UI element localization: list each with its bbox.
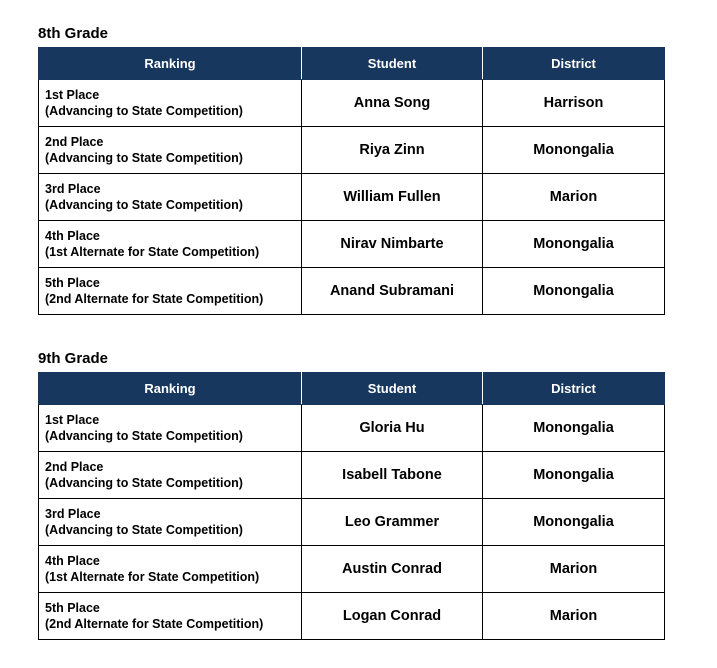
ranking-cell bbox=[39, 452, 302, 499]
header-row bbox=[39, 48, 665, 80]
place-note: (Advancing to State Competition) bbox=[45, 429, 243, 443]
table-row bbox=[39, 405, 665, 452]
place-label: 5th Place bbox=[45, 276, 100, 290]
student-cell: Anna Song bbox=[302, 80, 483, 127]
results-table bbox=[38, 47, 665, 315]
place-label: 1st Place bbox=[45, 413, 100, 427]
district-cell: Marion bbox=[483, 546, 665, 593]
ranking-cell bbox=[39, 221, 302, 268]
district-cell: Monongalia bbox=[483, 221, 665, 268]
table-row bbox=[39, 127, 665, 174]
student-cell: Isabell Tabone bbox=[302, 452, 483, 499]
table-row bbox=[39, 499, 665, 546]
table-row bbox=[39, 452, 665, 499]
student-cell: Gloria Hu bbox=[302, 405, 483, 452]
ranking-cell bbox=[39, 80, 302, 127]
student-cell: Logan Conrad bbox=[302, 593, 483, 640]
grade-section-8th bbox=[38, 25, 664, 315]
place-label: 2nd Place bbox=[45, 460, 104, 474]
place-label: 1st Place bbox=[45, 88, 100, 102]
ranking-cell bbox=[39, 499, 302, 546]
ranking-cell bbox=[39, 405, 302, 452]
ranking-cell bbox=[39, 268, 302, 315]
header-ranking: Ranking bbox=[39, 373, 302, 405]
section-title: 8th Grade bbox=[38, 25, 109, 42]
table-row bbox=[39, 80, 665, 127]
place-note: (Advancing to State Competition) bbox=[45, 523, 243, 537]
header-student: Student bbox=[302, 373, 483, 405]
results-table bbox=[38, 372, 665, 640]
header-district: District bbox=[483, 373, 665, 405]
district-cell: Monongalia bbox=[483, 268, 665, 315]
table-row bbox=[39, 268, 665, 315]
place-note: (1st Alternate for State Competition) bbox=[45, 570, 260, 584]
district-cell: Marion bbox=[483, 174, 665, 221]
student-cell: Leo Grammer bbox=[302, 499, 483, 546]
place-note: (Advancing to State Competition) bbox=[45, 476, 243, 490]
place-label: 3rd Place bbox=[45, 182, 101, 196]
ranking-cell bbox=[39, 174, 302, 221]
place-label: 4th Place bbox=[45, 229, 100, 243]
grade-section-9th bbox=[38, 350, 664, 640]
district-cell: Monongalia bbox=[483, 127, 665, 174]
district-cell: Harrison bbox=[483, 80, 665, 127]
student-cell: Nirav Nimbarte bbox=[302, 221, 483, 268]
place-label: 5th Place bbox=[45, 601, 100, 615]
place-note: (Advancing to State Competition) bbox=[45, 198, 243, 212]
place-note: (2nd Alternate for State Competition) bbox=[45, 617, 264, 631]
section-title: 9th Grade bbox=[38, 350, 109, 367]
district-cell: Monongalia bbox=[483, 452, 665, 499]
place-note: (2nd Alternate for State Competition) bbox=[45, 292, 264, 306]
table-row bbox=[39, 593, 665, 640]
table-row bbox=[39, 174, 665, 221]
ranking-cell bbox=[39, 546, 302, 593]
header-student: Student bbox=[302, 48, 483, 80]
district-cell: Marion bbox=[483, 593, 665, 640]
place-note: (Advancing to State Competition) bbox=[45, 151, 243, 165]
district-cell: Monongalia bbox=[483, 499, 665, 546]
place-note: (1st Alternate for State Competition) bbox=[45, 245, 260, 259]
header-row bbox=[39, 373, 665, 405]
student-cell: Riya Zinn bbox=[302, 127, 483, 174]
student-cell: William Fullen bbox=[302, 174, 483, 221]
student-cell: Austin Conrad bbox=[302, 546, 483, 593]
student-cell: Anand Subramani bbox=[302, 268, 483, 315]
place-note: (Advancing to State Competition) bbox=[45, 104, 243, 118]
ranking-cell bbox=[39, 127, 302, 174]
place-label: 2nd Place bbox=[45, 135, 104, 149]
ranking-cell bbox=[39, 593, 302, 640]
place-label: 4th Place bbox=[45, 554, 100, 568]
header-district: District bbox=[483, 48, 665, 80]
table-row bbox=[39, 221, 665, 268]
place-label: 3rd Place bbox=[45, 507, 101, 521]
header-ranking: Ranking bbox=[39, 48, 302, 80]
district-cell: Monongalia bbox=[483, 405, 665, 452]
table-row bbox=[39, 546, 665, 593]
